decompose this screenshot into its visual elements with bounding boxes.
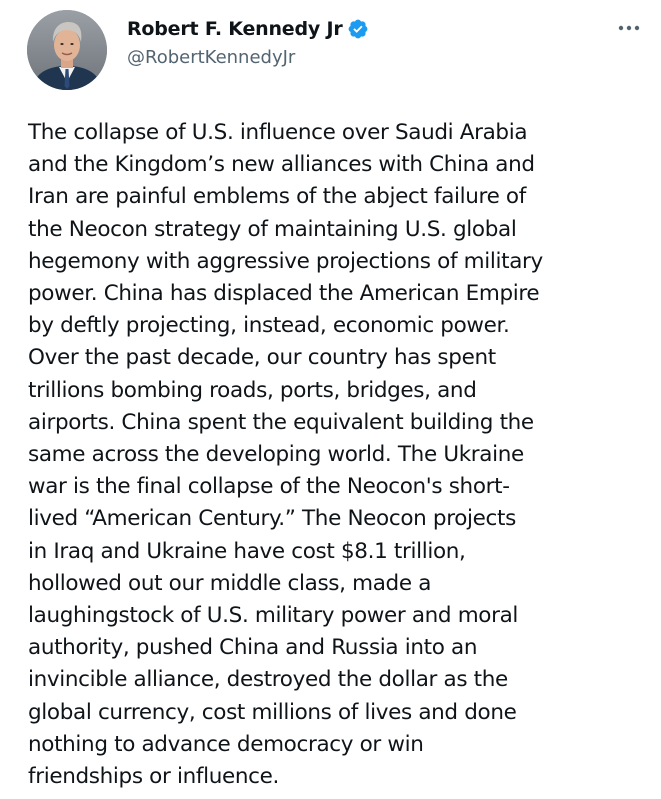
avatar-image	[27, 10, 107, 90]
author-display-name[interactable]: Robert F. Kennedy Jr	[127, 18, 343, 40]
more-options-icon	[614, 18, 644, 38]
profile-avatar[interactable]	[27, 10, 107, 90]
tweet-body-text: The collapse of U.S. influence over Saudi Arabia and the Kingdom’s new alliances with China and Iran are painful emblems of the abject failure of the Neocon strategy of maintaining U.S. global hegemony with aggressive projections of military power. China has displaced the American Empire by deftly projecting, instead, economic power. Over the past decade, our country has spent trillions bombing roads, ports, bridges, and airports. China spent the equivalent building the same across the developing world. The Ukraine war is the final collapse of the Neocon's short- lived “American Century.” The Neocon projects in Iraq and Ukraine have cost $8.1 trillion, hollowed out our middle class, made a laughingstock of U.S. military power and moral authority, pushed China and Russia into an invincible alliance, destroyed the dollar as the global currency, cost millions of lives and done nothing to advance democracy or win friendships or influence.	[28, 120, 543, 790]
verified-badge-icon	[347, 18, 369, 40]
author-handle[interactable]: @RobertKennedyJr	[127, 47, 296, 68]
more-options-button[interactable]	[614, 18, 644, 38]
author-name-row[interactable]	[127, 16, 369, 42]
